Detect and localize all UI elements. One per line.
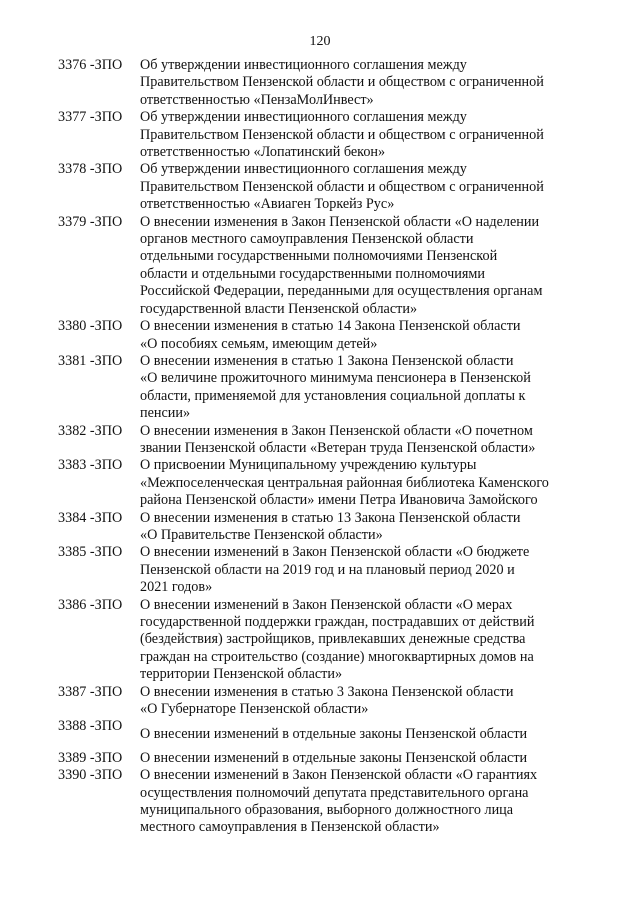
- law-title: О внесении изменений в отдельные законы Пензенской области: [140, 749, 528, 766]
- list-item: [58, 597, 598, 684]
- law-number: 3390 -ЗПО: [58, 767, 123, 784]
- law-number: 3381 -ЗПО: [58, 352, 123, 369]
- list-item: [58, 510, 598, 545]
- list-item: [58, 57, 598, 109]
- list-item: [58, 544, 598, 596]
- list-item: [58, 353, 598, 423]
- law-list: [58, 57, 598, 837]
- list-item: [58, 161, 598, 213]
- law-number: 3379 -ЗПО: [58, 213, 123, 230]
- law-title: О присвоении Муниципальному учреждению культуры «Межпоселенческая центральная районная библиотека Каменского района Пензенской области» имени Петра Ивановича Замойского: [140, 457, 549, 509]
- law-number: 3385 -ЗПО: [58, 544, 123, 561]
- law-title: О внесении изменения в статью 14 Закона Пензенской области «О пособиях семьям, имеющим детей»: [140, 318, 521, 352]
- law-title: О внесении изменений в Закон Пензенской области «О мерах государственной поддержки граждан, пострадавших от действий (бездействия) застройщиков, привлекавших денежные средства граждан на строительство (создание) многоквартирных домов на территории Пензенской области»: [140, 596, 535, 683]
- list-item: [58, 109, 598, 161]
- law-title: О внесении изменений в Закон Пензенской области «О гарантиях осуществления полномочий депутата представительного органа муниципального образования, выборного должностного лица местного самоуправления в Пензенской области»: [140, 767, 538, 836]
- law-number: 3377 -ЗПО: [58, 109, 123, 126]
- law-number: 3376 -ЗПО: [58, 57, 123, 73]
- law-title: Об утверждении инвестиционного соглашения между Правительством Пензенской области и обществом с ограниченной ответственностью «Авиаген Торкейз Рус»: [140, 161, 544, 213]
- law-title: О внесении изменения в статью 1 Закона Пензенской области «О величине прожиточного минимума пенсионера в Пензенской области, применяемой для установления социальной доплаты к пенсии»: [140, 352, 531, 422]
- law-number: 3386 -ЗПО: [58, 596, 123, 613]
- law-title: О внесении изменения в статью 13 Закона Пензенской области «О Правительстве Пензенской области»: [140, 509, 521, 543]
- law-number: 3384 -ЗПО: [58, 509, 123, 526]
- list-item: [58, 318, 598, 353]
- page-number: 120: [309, 34, 331, 49]
- list-item: [58, 767, 598, 837]
- list-item: [58, 684, 598, 719]
- list-item: [58, 750, 598, 767]
- law-number: 3383 -ЗПО: [58, 457, 123, 474]
- law-number: 3389 -ЗПО: [58, 749, 123, 766]
- law-number: 3387 -ЗПО: [58, 683, 123, 700]
- list-item: [58, 214, 598, 318]
- law-number: 3388 -ЗПО: [58, 718, 123, 735]
- list-item: [58, 718, 598, 743]
- law-title: О внесении изменений в Закон Пензенской области «О бюджете Пензенской области на 2019 год и на плановый период 2020 и 2021 годов»: [140, 544, 530, 596]
- law-title: Об утверждении инвестиционного соглашения между Правительством Пензенской области и обществом с ограниченной ответственностью «ПензаМолИнвест»: [140, 57, 544, 108]
- law-title: О внесении изменений в отдельные законы Пензенской области: [140, 726, 528, 743]
- law-title: О внесении изменения в Закон Пензенской области «О почетном звании Пензенской области «Ветеран труда Пензенской области»: [140, 422, 536, 456]
- law-title: О внесении изменения в статью 3 Закона Пензенской области «О Губернаторе Пензенской области»: [140, 683, 514, 718]
- law-number: 3380 -ЗПО: [58, 318, 123, 335]
- list-item: [58, 423, 598, 458]
- law-title: Об утверждении инвестиционного соглашения между Правительством Пензенской области и обществом с ограниченной ответственностью «Лопатинский бекон»: [140, 109, 544, 161]
- law-number: 3382 -ЗПО: [58, 422, 123, 439]
- law-title: О внесении изменения в Закон Пензенской области «О наделении органов местного самоуправления Пензенской области отдельными государственными полномочиями Пензенской области и отдельными государственными полномочиями Российской Федерации, переданными для осуществления органам государственной власти Пензенской области»: [140, 213, 543, 317]
- law-number: 3378 -ЗПО: [58, 161, 123, 178]
- list-item: [58, 457, 598, 509]
